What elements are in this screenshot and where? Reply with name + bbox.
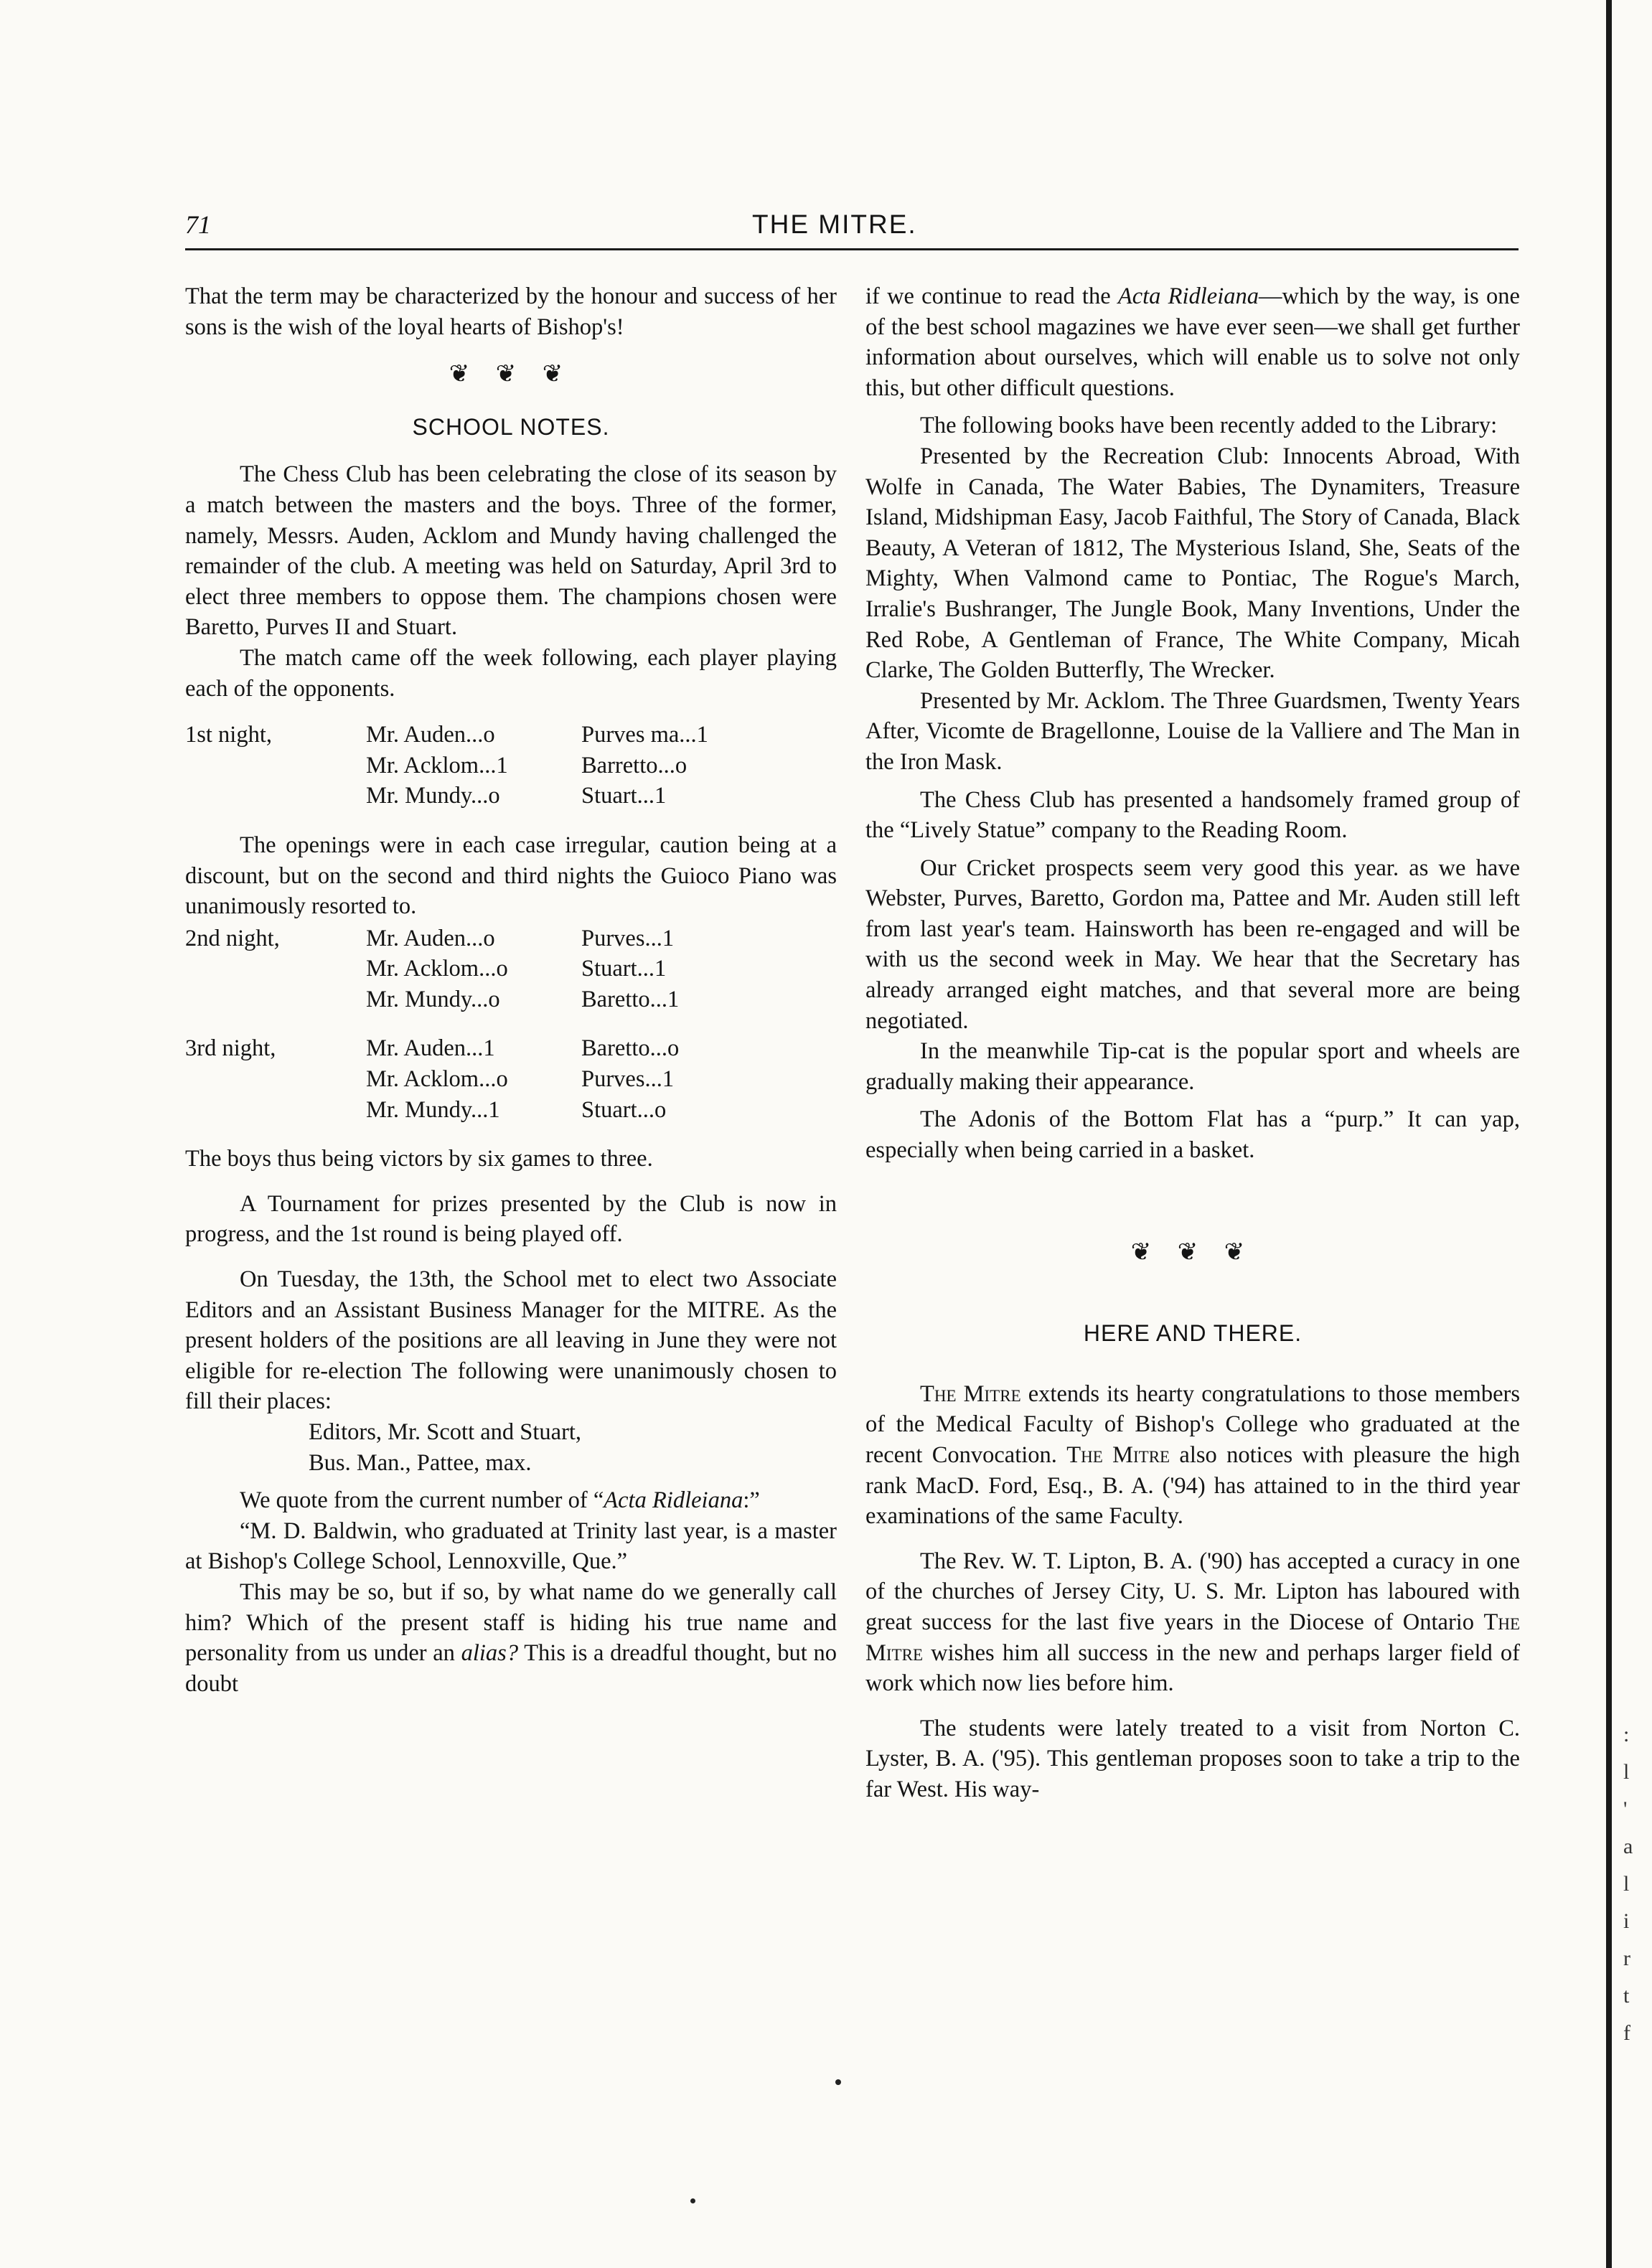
paragraph: In the meanwhile Tip-cat is the popular sport and wheels are gradually making their appearance.: [865, 1038, 1520, 1095]
paragraph: This may be so, but if so, by what name do we generally call him? Which of the present staff is hiding his true name and personality from us under an alias? This is a dreadful thought, but no doubt: [185, 1578, 837, 1697]
paragraph: Presented by Mr. Acklom. The Three Guardsmen, Twenty Years After, Vicomte de Bragellonne, Louise de la Valliere and The Man in the Iron Mask.: [865, 687, 1520, 775]
result-row: Mr. Mundy...o Baretto...1: [366, 986, 680, 1012]
paragraph: The Adonis of the Bottom Flat has a “purp.” It can yap, especially when being carried in a basket.: [865, 1106, 1520, 1164]
paragraph: The openings were in each case irregular, caution being at a discount, but on the second and third nights the Guioco Piano was unanimously resorted to.: [185, 832, 837, 920]
paragraph: A Tournament for prizes presented by the Club is now in progress, and the 1st round is being played off.: [185, 1190, 837, 1248]
paragraph: “M. D. Baldwin, who graduated at Trinity last year, is a master at Bishop's College School, Lennoxville, Que.”: [185, 1518, 837, 1575]
paragraph: if we continue to read the Acta Ridleiana—which by the way, is one of the best school magazines we have ever seen—we shall get further information about ourselves, which will enable us to solve not only this, but other difficult questions.: [865, 283, 1520, 401]
alias-word: alias?: [461, 1640, 519, 1667]
magazine-title: Acta Ridleiana: [604, 1487, 743, 1514]
adjacent-page-edge-text: : l ' a l i r t f: [1623, 1723, 1633, 2045]
paragraph: The following books have been recently added to the Library:: [920, 413, 1498, 439]
result-row: Mr. Mundy...o Stuart...1: [366, 783, 667, 809]
paragraph: The Chess Club has presented a handsomely framed group of the “Lively Statue” company to the Reading Room.: [865, 786, 1520, 844]
paragraph: The boys thus being victors by six games to three.: [185, 1146, 653, 1172]
ornament-divider: ❦ ❦ ❦: [1130, 1238, 1255, 1266]
print-speck: [690, 2198, 695, 2203]
office-line: Bus. Man., Pattee, max.: [309, 1449, 532, 1476]
section-heading-school-notes: SCHOOL NOTES.: [412, 413, 610, 440]
results-first-night: [185, 720, 837, 811]
result-row: Mr. Acklom...1 Barretto...o: [366, 752, 687, 778]
page-header: [185, 210, 1523, 241]
masthead-title: THE MITRE.: [752, 210, 917, 239]
result-row: Mr. Mundy...1 Stuart...o: [366, 1096, 667, 1123]
paragraph: On Tuesday, the 13th, the School met to elect two Associate Editors and an Assistant Business Manager for the MITRE. As the present holders of the positions are all leaving in June they were not eligible for re-election The following were unanimously chosen to fill their places:: [185, 1266, 837, 1415]
right-column: [865, 281, 1520, 1805]
result-row: Mr. Acklom...o Purves...1: [366, 1066, 675, 1093]
paragraph: Presented by the Recreation Club: Innocents Abroad, With Wolfe in Canada, The Water Babies, The Dynamiters, Treasure Island, Midshipman Easy, Jacob Faithful, The Story of Canada, Black Beauty, A Veteran of 1812, The Mysterious Island, She, Seats of the Mighty, When Valmond came to Pontiac, The Rogue's March, Irralie's Bushranger, The Jungle Book, Many Inventions, Under the Red Robe, A Gentleman of France, The White Company, Micah Clarke, The Golden Butterfly, The Wrecker.: [865, 443, 1520, 684]
ornament-divider: ❦ ❦ ❦: [449, 361, 573, 388]
paragraph: The Rev. W. T. Lipton, B. A. ('90) has accepted a curacy in one of the churches of Jersey City, U. S. Mr. Lipton has laboured with great success for the last five years in the Diocese of Ontario The Mitre wishes him all success in the new and perhaps larger field of work which now lies before him.: [865, 1548, 1520, 1697]
section-heading-here-and-there: HERE AND THERE.: [1083, 1320, 1303, 1347]
results-second-night: [185, 923, 837, 1015]
left-column: [185, 281, 837, 1699]
result-row: 1st night, Mr. Auden...o Purves ma...1: [185, 722, 708, 748]
office-line: Editors, Mr. Scott and Stuart,: [309, 1419, 582, 1445]
paragraph: The Chess Club has been celebrating the close of its season by a match between the masters and the boys. Three of the former, namely, Messrs. Auden, Acklom and Mundy having challenged the remainder of the club. A meeting was held on Saturday, April 3rd to elect three members to oppose them. The champions chosen were Baretto, Purves II and Stuart.: [185, 461, 837, 641]
paragraph: The match came off the week following, each player playing each of the opponents.: [185, 644, 837, 702]
result-row: Mr. Acklom...o Stuart...1: [366, 956, 667, 982]
result-row: 3rd night, Mr. Auden...1 Baretto...o: [185, 1035, 680, 1062]
paragraph: We quote from the current number of “Acta Ridleiana:”: [240, 1487, 760, 1514]
result-row: 2nd night, Mr. Auden...o Purves...1: [185, 925, 675, 951]
paragraph: The students were lately treated to a visit from Norton C. Lyster, B. A. ('95). This gentleman proposes soon to take a trip to the far West. His way-: [865, 1715, 1520, 1802]
magazine-title: Acta Ridleiana: [1117, 283, 1259, 309]
page-number: 71: [185, 210, 211, 239]
binding-edge-rule: [1606, 0, 1612, 2268]
paragraph: Our Cricket prospects seem very good this year. as we have Webster, Purves, Baretto, Gordon ma, Pattee and Mr. Auden still left from last year's team. Hainsworth has been re-engaged and will be with us the second week in May. We hear that the Secretary has already arranged eight matches, and that several more are being negotiated.: [865, 855, 1520, 1034]
print-speck: [835, 2079, 841, 2085]
header-rule: [185, 248, 1519, 250]
intro-paragraph: That the term may be characterized by the honour and success of her sons is the wish of the loyal hearts of Bishop's!: [185, 283, 837, 340]
paragraph: The Mitre extends its hearty congratulations to those members of the Medical Faculty of Bishop's College who graduated at the recent Convocation. The Mitre also notices with pleasure the high rank MacD. Ford, Esq., B. A. ('94) has attained to in the third year examinations of the same Faculty.: [865, 1380, 1521, 1530]
results-third-night: [185, 1033, 837, 1125]
